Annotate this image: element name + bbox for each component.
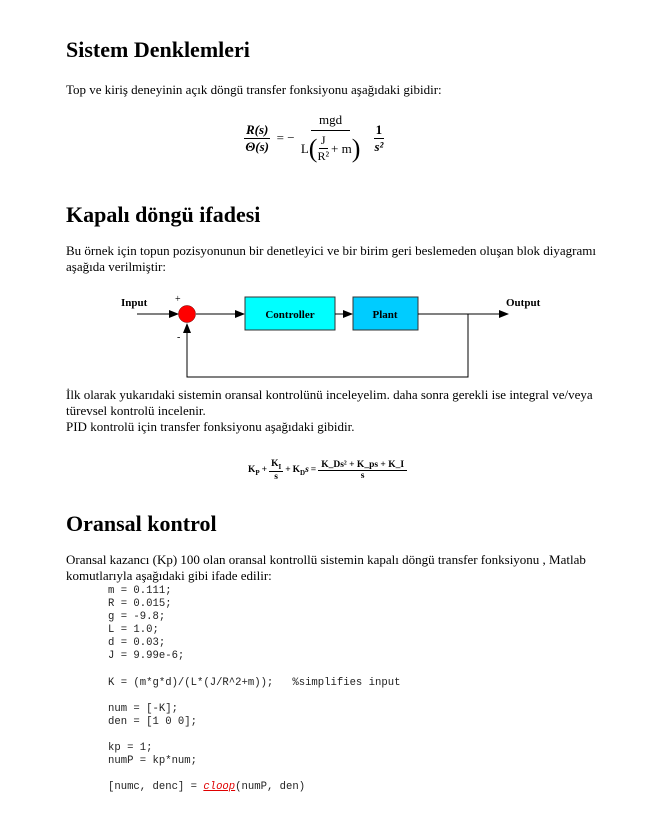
paragraph-matlab-intro: Oransal kazancı (Kp) 100 olan oransal kontrollü sistemin kapalı döngü transfer fonksiyonu , Matlab komutlarıyla aşağıdaki gibi ifade edilir:	[66, 552, 586, 583]
code-line: m = 0.111;	[108, 585, 172, 597]
code-prefix: [numc, denc] =	[108, 781, 204, 793]
code-line: J = 9.99e-6;	[108, 650, 185, 662]
eq1-rhs-num: mgd	[311, 112, 350, 131]
code-line: g = -9.8;	[108, 611, 166, 623]
controller-label: Controller	[265, 309, 315, 321]
output-label: Output	[506, 297, 541, 309]
plant-label: Plant	[372, 309, 398, 321]
open-loop-transfer-equation: $\frac{R(s)}{\Theta(s)}$ = − mgd L ( $\frac{J}{\text{R²}}$ + m ) $\frac{1}{\text{s²}}$	[245, 112, 384, 163]
minus-sign: -	[177, 332, 181, 343]
eq2-s-den: s	[274, 471, 278, 482]
code-line-cloop	[108, 781, 305, 794]
eq1-inner-num: J	[320, 133, 326, 147]
eq2-rhs-den: s	[360, 470, 365, 481]
code-line: numP = kp*num;	[108, 755, 198, 767]
plus-sign: +	[175, 294, 181, 305]
eq1-factor-den: s²	[374, 138, 384, 154]
code-line: L = 1.0;	[108, 624, 159, 636]
code-suffix: (numP, den)	[235, 781, 306, 793]
code-line: d = 0.03;	[108, 637, 166, 649]
input-label: Input	[121, 297, 148, 309]
eq2-kd: $K_Ds$	[292, 464, 309, 477]
code-line: num = [-K];	[108, 703, 178, 715]
eq1-equals: = −	[276, 130, 295, 145]
code-line: K = (m*g*d)/(L*(J/R^2+m)); %simplifies input	[108, 677, 401, 689]
paragraph-block-diagram-intro: Bu örnek için topun pozisyonunun bir denetleyici ve bir birim geri beslemeden oluşan blok diyagramı aşağıda verilmiştir:	[66, 243, 596, 274]
pid-transfer-equation	[248, 459, 407, 482]
eq2-equals: =	[310, 465, 317, 476]
summing-junction	[179, 306, 196, 323]
eq1-inner-den: R²	[317, 149, 330, 163]
eq2-kp: $K_P$	[248, 464, 260, 477]
eq2-plus-2: +	[285, 465, 291, 476]
section-title-proportional-control: Oransal kontrol	[66, 511, 217, 536]
eq2-plus-1: +	[261, 465, 268, 476]
eq1-lhs-num: R(s)	[246, 121, 269, 137]
eq1-den-plus: + m	[331, 140, 352, 156]
eq1-rhs-den-L: L	[300, 140, 309, 156]
code-line: den = [1 0 0];	[108, 716, 198, 728]
block-diagram	[0, 285, 653, 385]
eq2-ki: $K_I$	[271, 459, 282, 471]
code-line: R = 0.015;	[108, 598, 172, 610]
section-title-closed-loop: Kapalı döngü ifadesi	[66, 202, 261, 227]
section-title-system-equations: Sistem Denklemleri	[66, 37, 250, 62]
eq2-rhs-num: K_Ds² + K_ps + K_I	[318, 460, 407, 471]
paragraph-open-loop: Top ve kiriş deneyinin açık döngü transfer fonksiyonu aşağıdaki gibidir:	[66, 82, 442, 97]
paragraph-pid-intro: PID kontrolü için transfer fonksiyonu aşağıdaki gibidir.	[66, 419, 355, 434]
eq1-lhs-den: Θ(s)	[245, 138, 270, 154]
code-line: kp = 1;	[108, 742, 153, 754]
eq1-factor-num: 1	[375, 121, 383, 137]
paragraph-proportional-intro: İlk olarak yukarıdaki sistemin oransal kontrolünü inceleyelim. daha sonra gerekli ise integral ve/veya türevsel kontrolü incelenir.	[66, 387, 593, 418]
cloop-link[interactable]: cloop	[203, 781, 236, 793]
